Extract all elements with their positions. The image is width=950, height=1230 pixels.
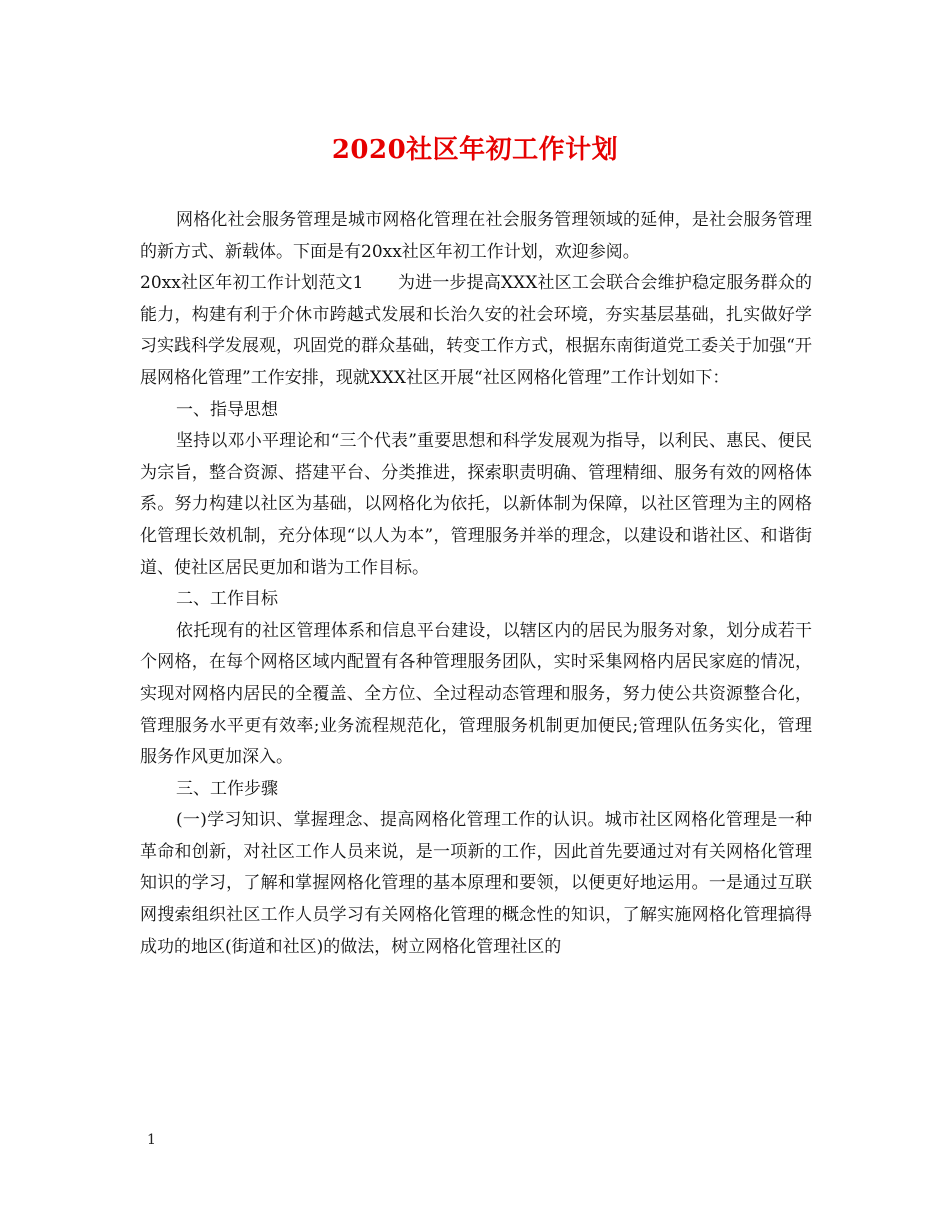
document-title: 2020社区年初工作计划 xyxy=(331,135,619,165)
section-heading-work-goals: 二、工作目标 xyxy=(176,589,278,610)
work-steps-paragraph: (一)学习知识、掌握理念、提高网格化管理工作的认识。城市社区网格化管理是一种革命和创新，对社区工作人员来说，是一项新的工作，因此首先要通过对有关网格化管理知识的学习，了解和掌握网格化管理的基本原理和要领，以便更好地运用。一是通过互联网搜索组织社区工作人员学习有关网格化管理的概念性的知识，了解实施网格化管理搞得成功的地区(街道和社区)的做法，树立网格化管理社区的 xyxy=(140,810,812,957)
intro-paragraph: 网格化社会服务管理是城市网格化管理在社会服务管理领域的延伸，是社会服务管理的新方式、新载体。下面是有20xx社区年初工作计划，欢迎参阅。 xyxy=(140,210,812,262)
document-body xyxy=(140,205,812,963)
work-goals-paragraph: 依托现有的社区管理体系和信息平台建设，以辖区内的居民为服务对象，划分成若干个网格，在每个网格区域内配置有各种管理服务团队，实时采集网格内居民家庭的情况，实现对网格内居民的全覆盖、全方位、全过程动态管理和服务，努力使公共资源整合化，管理服务水平更有效率;业务流程规范化，管理服务机制更加便民;管理队伍务实化，管理服务作风更加深入。 xyxy=(140,620,812,768)
guiding-ideology-paragraph: 坚持以邓小平理论和“三个代表”重要思想和科学发展观为指导，以利民、惠民、便民为宗旨，整合资源、搭建平台、分类推进，探索职责明确、管理精细、服务有效的网格体系。努力构建以社区为基础，以网格化为依托，以新体制为保障，以社区管理为主的网格化管理长效机制，充分体现“以人为本”，管理服务并举的理念，以建设和谐社区、和谐街道、使社区居民更加和谐为工作目标。 xyxy=(140,431,812,578)
section-heading-work-steps: 三、工作步骤 xyxy=(176,778,278,799)
section-heading-guiding-ideology: 一、指导思想 xyxy=(176,399,278,420)
plan-paragraph: 20xx社区年初工作计划范文1 为进一步提高XXX社区工会联合会维护稳定服务群众的能力，构建有利于介休市跨越式发展和长治久安的社会环境，夯实基层基础，扎实做好学习实践科学发展观，巩固党的群众基础，转变工作方式，根据东南街道党工委关于加强“开展网格化管理”工作安排，现就XXX社区开展“社区网格化管理”工作计划如下： xyxy=(140,273,812,388)
page-number: 1 xyxy=(147,1132,156,1148)
